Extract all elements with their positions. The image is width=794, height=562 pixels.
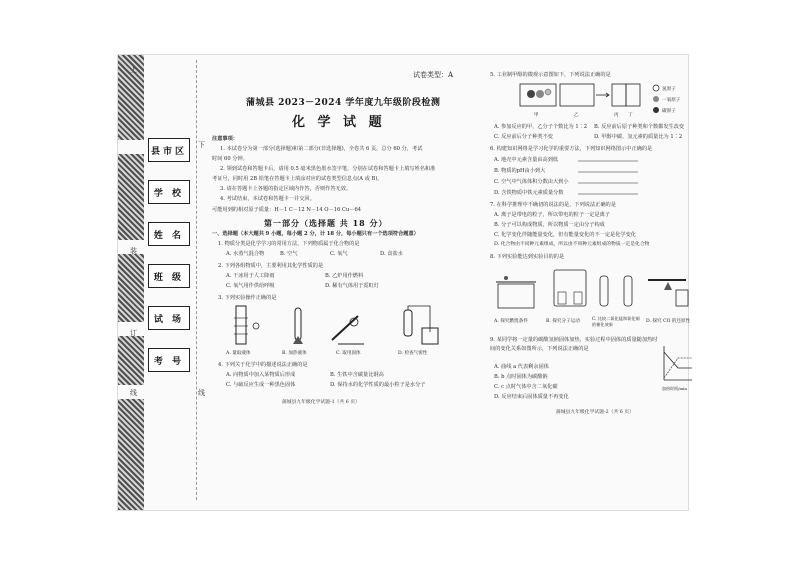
flame-icon [293,336,303,344]
question-5: 5. 工业制甲醇的微观示意图如下，下列说法正确的是 [490,72,611,78]
q6-arrow-diagrams [578,158,648,198]
test-tube [600,276,608,306]
part1-intro: 一、选择题（本大题共 9 小题，每小题 2 分，计 18 分，每小题只有一个选项符合题意） [212,231,419,237]
q6-option: B. 物质的pH由小到大 [494,168,546,174]
exam-number-box: 考 号 [148,348,190,372]
box-ding [626,84,640,106]
q2-option: C. 氧气用作供给呼吸 [226,283,275,289]
co-reduction-figure [646,264,692,316]
phosphorus-icon [504,276,508,280]
notice-line: 1. 本试卷分为第一部分(选择题)和第二部分(非选择题)，全卷共 6 页，总分 60 分，考试 [220,146,423,152]
curve-a [664,352,692,368]
notice-heading: 注意事项： [212,136,238,142]
notice-line: 2. 领到试卷和答题卡后，请用 0.5 毫米黑色墨水签字笔，分别在试卷和答题卡上填写姓名和准 [220,166,436,172]
graduated-cylinder-figure [226,304,266,348]
combustion-figure [494,264,540,316]
hydrogen-legend-icon [653,85,659,91]
q3-caption: B. 加热液体 [282,351,307,356]
binding-strip [118,55,144,510]
flame-icon [664,282,672,290]
q3-caption: A. 量取液体 [226,351,251,356]
question-2: 2. 下列各组物质中，主要利用其化学性质的是 [218,263,324,269]
test-tube-tilted [332,316,358,340]
q8-caption: A. 探究燃烧条件 [494,319,528,324]
legend-label: 一氧原子 [662,98,681,103]
q5-label: 甲 [534,113,539,118]
q2-option: D. 稀有气体用于霓虹灯 [325,283,379,289]
question-3: 3. 下列实验操作正确的是 [218,295,277,301]
test-tube-heating-figure [285,304,315,348]
question-1: 1. 物质分类是化学学习的常用方法，下列物质属于化合物的是 [218,241,360,247]
page-footer-left: 蒲城县九年级化学试题-1（共 6 页） [282,400,360,405]
side-mark: 线 [130,389,137,397]
q4-option: B. 生铁中含碳量比钢高 [330,372,384,378]
notice-line: 时间 60 分钟。 [212,156,248,162]
q9-option: B. b 点时固体为碳酸钠 [494,374,548,380]
q7-option: A. 离子是带电的粒子，所以带电的粒子一定是离子 [494,212,610,218]
question-4: 4. 下列关于化学中的描述说法正确的是 [218,362,308,368]
q4-option: C. 与硫反应生成一种黑色固体 [226,382,296,388]
q9-option: C. c 点时气体中含二氧化碳 [494,384,558,390]
graph-x-label: 加热时间/min [662,386,687,391]
q1-option: D. 食盐水 [380,251,403,257]
small-beaker [558,292,566,304]
q6-option: A. 地壳中元素含量由高到低 [494,157,559,163]
q9-option: A. 曲线 a 代表剩余固体 [494,364,549,370]
notice-line: 3. 请在答题卡上各题的指定区域内作答，否则作答无效。 [220,186,352,192]
question-8: 8. 下列实验能达到实验目的的是 [490,254,565,260]
q8-caption: B. 探究分子运动 [546,319,580,324]
q5-option: B. 反应前后原子种类和个数都发生改变 [594,124,685,130]
legend-label: 碳原子 [662,109,676,114]
q7-option: D. 化合物由不同种元素组成，所以由不同种元素组成的物质一定是化合物 [494,242,650,247]
box-bing [612,84,626,106]
q8-caption: D. 探究 CO 的还原性 [646,319,691,324]
atomic-mass-line: 可能用到的相对原子质量：H－1 C－12 N－14 O－16 Cu－64 [212,207,362,213]
subject-title: 化 学 试 题 [292,115,386,130]
question-7: 7. 在科学推理中不确切的说法的是，下列说法正确的是 [490,202,616,208]
small-beaker [574,292,582,304]
legend-label: 氢原子 [662,87,676,92]
solid-handling-figure [328,310,368,348]
room-box: 试 场 [148,306,190,330]
oxygen-legend-icon [653,96,659,102]
name-box: 姓 名 [148,222,190,246]
q5-option: C. 反应前后分子种类不变 [494,134,553,140]
strip-gap [118,140,144,154]
q5-label: 丙 [614,113,619,118]
county-box: 县市区 [148,138,190,162]
side-mark: 装 [130,247,137,255]
catalyst-compare-figure [596,262,640,316]
carbon-atom [527,90,535,98]
part1-heading: 第一部分（选择题 共 18 分） [264,218,388,228]
class-box: 班 级 [148,264,190,288]
notice-line: 4. 考试结束，本试卷和答题卡一并交回。 [220,196,315,202]
q1-option: B. 空气 [280,251,298,257]
exam-title: 蒲城县 2023－2024 学年度九年级阶段检测 [246,98,441,108]
molecule-motion-figure [550,262,590,316]
q4-option: A. 向物质中加入某物质后形成 [226,372,296,378]
school-box: 学 校 [148,180,190,204]
box-yi [560,84,594,106]
side-mark: 下 [198,141,205,149]
side-mark: 线 [198,389,205,397]
q1-option: C. 氧气 [330,251,348,257]
test-tube [404,310,412,336]
q5-option: A. 参加反应的甲、乙分子个数比为 1∶2 [494,124,588,130]
q2-option: B. 乙炉用作燃料 [325,273,364,279]
airtightness-figure [400,304,440,348]
q8-caption: C. 比较二氧化锰和氧化铜的催化效果 [592,316,640,327]
q5-option: D. 甲醇中碳、氢元素的质量比为 1∶2 [594,134,683,140]
page-footer-right: 蒲城县九年级化学试题-2（共 6 页） [556,410,634,415]
beaker [676,290,688,306]
cylinder-body [236,306,246,344]
q7-option: B. 分子可以构成物质，所以物质一定由分子构成 [494,222,605,228]
test-tube [624,276,632,306]
carbon-legend-icon [653,107,659,113]
bell-jar [554,270,586,306]
eye-icon [253,323,259,329]
atom-legend-icons [652,84,660,116]
q3-caption: C. 取用固体 [336,351,361,356]
q9-option: D. 反应结束后固体质量不再变化 [494,394,569,400]
cut-line [196,60,197,500]
question-9: 9. 某同学将一定量的碳酸氢钠固体加热，实验过程中固体的质量随加热时间的变化关系如图所示，下列说法正确的是 [490,337,658,352]
side-mark: 订 [130,329,137,337]
test-tube [295,308,301,340]
question-6: 6. 构建知识网络是学习化学的重要方法，下列知识网络图示中正确的是 [490,146,653,152]
paper-type: 试卷类型：A [413,71,454,79]
q6-option: C. 空气中气体体积分数由大到小 [494,179,569,185]
q1-option: A. 水蒸气混合物 [226,251,265,257]
q6-option: D. 含铁物质中铁元素质量分数 [494,190,564,196]
notice-line: 考证号，同时用 2B 铅笔在答题卡上填涂对应的试卷类型信息点(A 或 B)。 [212,176,383,182]
beaker [498,284,534,308]
q2-option: A. 干冰用于人工降雨 [226,273,275,279]
hydrogen-atom [545,89,551,95]
mass-time-graph [660,344,694,384]
oxygen-atom [536,90,544,98]
q3-caption: D. 检查气密性 [398,351,428,356]
q5-label: 丁 [628,113,633,118]
side-mark: 上 [130,66,137,74]
q5-label: 乙 [574,113,579,118]
q4-option: D. 保持水的化学性质的最小粒子是水分子 [330,382,426,388]
q7-option: C. 化学变化伴随能量变化，但有能量变化的不一定是化学变化 [494,232,636,238]
molecule-reaction-figure [520,82,640,110]
